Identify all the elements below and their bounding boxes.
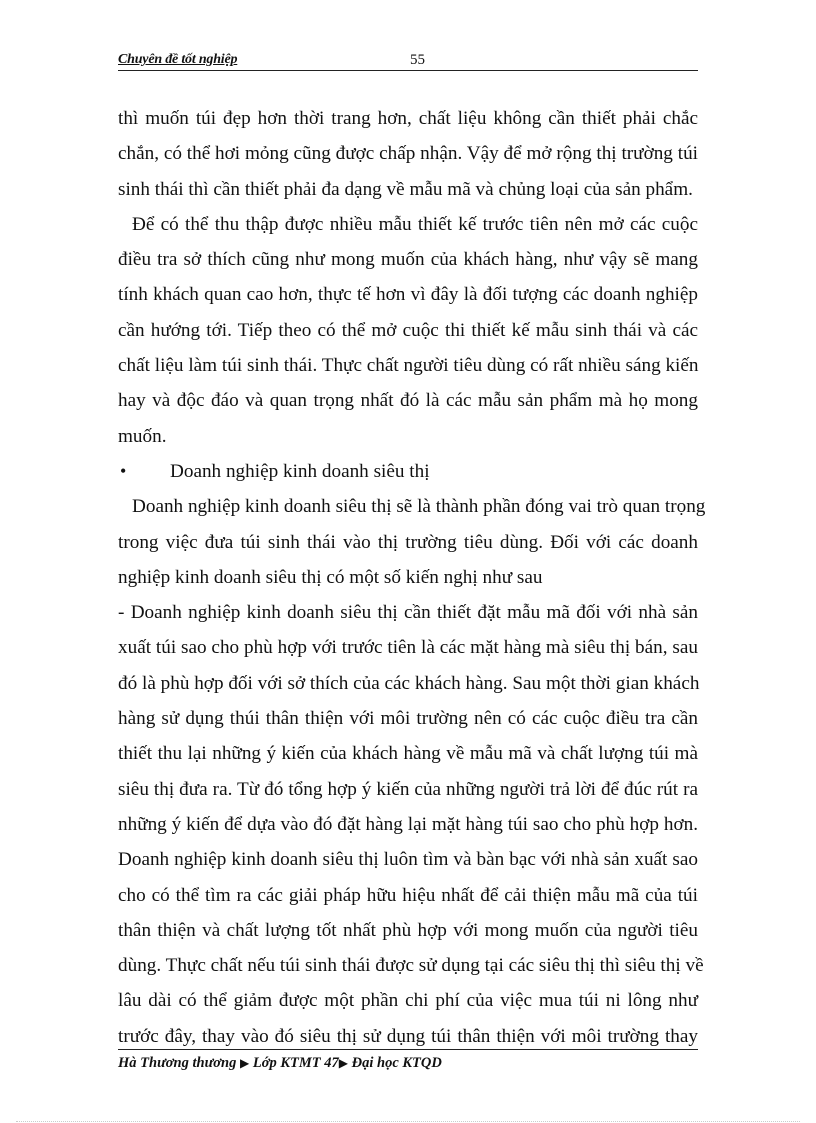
text-line: thiết thu lại những ý kiến của khách hàng về mẫu mã và chất lượng túi mà [118,743,698,765]
text-line: dùng. Thực chất nếu túi sinh thái được sử dụng tại các siêu thị thì siêu thị về [118,955,704,977]
arrow-right-icon: ▶ [338,1056,348,1070]
text-line: nghiệp kinh doanh siêu thị có một số kiến nghị như sau [118,566,543,588]
text-line: chất liệu làm túi sinh thái. Thực chất người tiêu dùng có rất nhiều sáng kiến [118,355,699,377]
text-line: cho có thể tìm ra các giải pháp hữu hiệu nhất để cải thiện mẫu mã của túi [118,884,698,906]
text-line: điều tra sở thích cũng như mong muốn của khách hàng, như vậy sẽ mang [118,249,698,271]
text-line: những ý kiến để dựa vào đó đặt hàng lại mặt hàng túi sao cho phù hợp hơn. [118,813,698,835]
text-line: muốn. [118,425,167,447]
bullet-icon: • [120,460,127,481]
footer-university: Đại học KTQD [351,1055,442,1071]
text-line: chắn, có thể hơi mỏng cũng được chấp nhận. Vậy để mở rộng thị trường túi [118,143,698,165]
text-line: thân thiện và chất lượng tốt nhất phù hợp với mong muốn của người tiêu [118,919,698,941]
footer-class: Lớp KTMT 47 [252,1055,339,1071]
text-line: trước đây, thay vào đó siêu thị sử dụng túi thân thiện với môi trường thay [118,1025,698,1047]
bullet-item [118,454,698,489]
text-line: hàng sử dụng thúi thân thiện với môi trường nên có các cuộc điều tra cần [118,708,698,730]
page-footer [118,1055,442,1072]
page-header [118,50,698,71]
text-line: đó là phù hợp đối với sở thích của các khách hàng. Sau một thời gian khách [118,672,700,694]
footer-author: Hà Thương thương [118,1055,237,1071]
document-body [118,101,706,1054]
text-line: tính khách quan cao hơn, thực tế hơn vì đây là đối tượng các doanh nghiệp [118,284,698,306]
text-line: cần hướng tới. Tiếp theo có thể mở cuộc thi thiết kế mẫu sinh thái và các [118,319,698,341]
text-line: Để có thể thu thập được nhiều mẫu thiết kế trước tiên nên mở các cuộc [132,213,698,235]
text-line: trong việc đưa túi sinh thái vào thị trường tiêu dùng. Đối với các doanh [118,531,698,553]
text-line: xuất túi sao cho phù hợp với trước tiên là các mặt hàng mà siêu thị bán, sau [118,637,698,659]
text-line: Doanh nghiệp kinh doanh siêu thị luôn tìm và bàn bạc với nhà sản xuất sao [118,849,698,871]
text-line: - Doanh nghiệp kinh doanh siêu thị cần thiết đặt mẫu mã đối với nhà sản [118,602,698,624]
text-line: hay và độc đáo và quan trọng nhất đó là các mẫu sản phẩm mà họ mong [118,390,698,412]
text-line: Doanh nghiệp kinh doanh siêu thị sẽ là thành phần đóng vai trò quan trọng [132,496,706,518]
page-edge-divider [16,1121,800,1122]
header-title: Chuyên đề tốt nghiệp [118,52,238,67]
text-line: lâu dài có thể giảm được một phần chi phí của việc mua túi ni lông như [118,990,698,1012]
text-line: thì muốn túi đẹp hơn thời trang hơn, chất liệu không cần thiết phải chắc [118,108,698,129]
text-line: siêu thị đưa ra. Từ đó tổng hợp ý kiến của những người trả lời để đúc rút ra [118,778,698,800]
arrow-right-icon: ▶ [239,1056,250,1070]
bullet-text: Doanh nghiệp kinh doanh siêu thị [170,460,430,482]
page-number: 55 [410,52,425,68]
text-line: sinh thái thì cần thiết phải đa dạng về mẫu mã và chủng loại của sản phẩm. [118,178,693,200]
footer-divider [118,1049,698,1050]
